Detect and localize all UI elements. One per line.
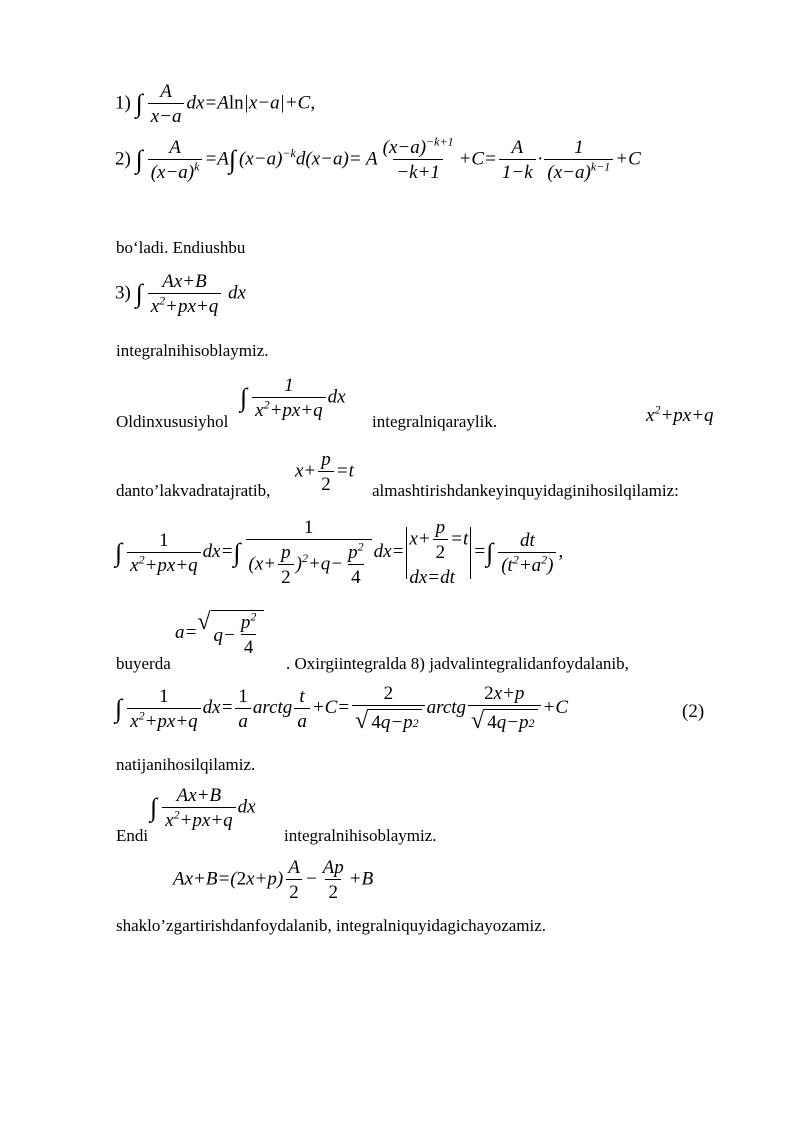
formula-3: 3) ∫ $\frac{Ax+B}{x^2+px+q}$ dx bbox=[115, 271, 246, 317]
paragraph: bo‘ladi. Endiushbu bbox=[116, 238, 246, 257]
formula-inline: x+ $\frac{p}{2}$ =t bbox=[295, 449, 354, 495]
paragraph: natijanihosilqilamiz. bbox=[116, 755, 256, 774]
paragraph: integralniqaraylik. bbox=[372, 412, 498, 431]
paragraph: danto’lakvadratajratib, bbox=[116, 481, 271, 500]
paragraph: . Oxirgiintegralda 8) jadvalintegralidanfoydalanib, bbox=[286, 654, 629, 673]
formula-result: ∫ $\frac{1}{x^2+px+q}$ dx= $\frac{1}{a}$ arctg $\frac{t}{a}$ +C= 2 √ 4 q−p 2 arctg 2x+p √ 4 q−p 2 +C bbox=[115, 683, 569, 734]
formula-inline: ∫ $\frac{Ax+B}{x^2+px+q}$ dx bbox=[150, 785, 256, 831]
formula-decomposition: Ax+B=(2x+p) $\frac{A}{2}$ − $\frac{Ap}{2}$ +B bbox=[173, 857, 374, 903]
formula-inline: ∫ $\frac{1}{x^2+px+q}$ dx bbox=[240, 375, 346, 421]
paragraph: Endi bbox=[116, 826, 149, 845]
paragraph: Oldinxususiyhol bbox=[116, 412, 229, 431]
paragraph: almashtirishdankeyinquyidaginihosilqilamiz: bbox=[372, 481, 679, 500]
formula-inline: $x^2+px+q$ bbox=[646, 402, 714, 426]
paragraph: integralnihisoblaymiz. bbox=[284, 826, 437, 845]
formula-number: 3) bbox=[115, 282, 131, 304]
paragraph: integralnihisoblaymiz. bbox=[116, 341, 269, 360]
paragraph: buyerda bbox=[116, 654, 171, 673]
formula-2: 2) ∫ $\frac{A}{(x-a)^k}$ =A∫ $(x-a)^{-k}d(x-a)= A$ $\frac{(x-a)^{-k+1}}{-k+1}$ +C= $\frac{A}{1-k}$ · $\frac{1}{(x-a)^{k-1}}$ +C bbox=[115, 134, 641, 183]
equation-number: (2) bbox=[682, 701, 705, 722]
formula-number: 2) bbox=[115, 148, 131, 170]
formula-substitution: ∫ $\frac{1}{x^2+px+q}$ dx=∫ 1 (x+ $\frac{p}{2}$ )$^2$+q− $\frac{p^2}{4}$ dx= x+ $\frac{p}{2}$ =t dx=dt =∫ $\frac{dt}{(t^2+a^2)}$ , bbox=[115, 517, 564, 588]
formula-1: 1) ∫ $\frac{A}{x-a}$ dx=Aln|x−a|+C, bbox=[115, 81, 316, 127]
paragraph: shaklo’zgartirishdanfoydalanib, integralniquyidagichayozamiz. bbox=[116, 916, 547, 935]
formula-inline: a= √ q− $\frac{p^2}{4}$ bbox=[175, 610, 264, 657]
formula-number: 1) bbox=[115, 92, 131, 114]
